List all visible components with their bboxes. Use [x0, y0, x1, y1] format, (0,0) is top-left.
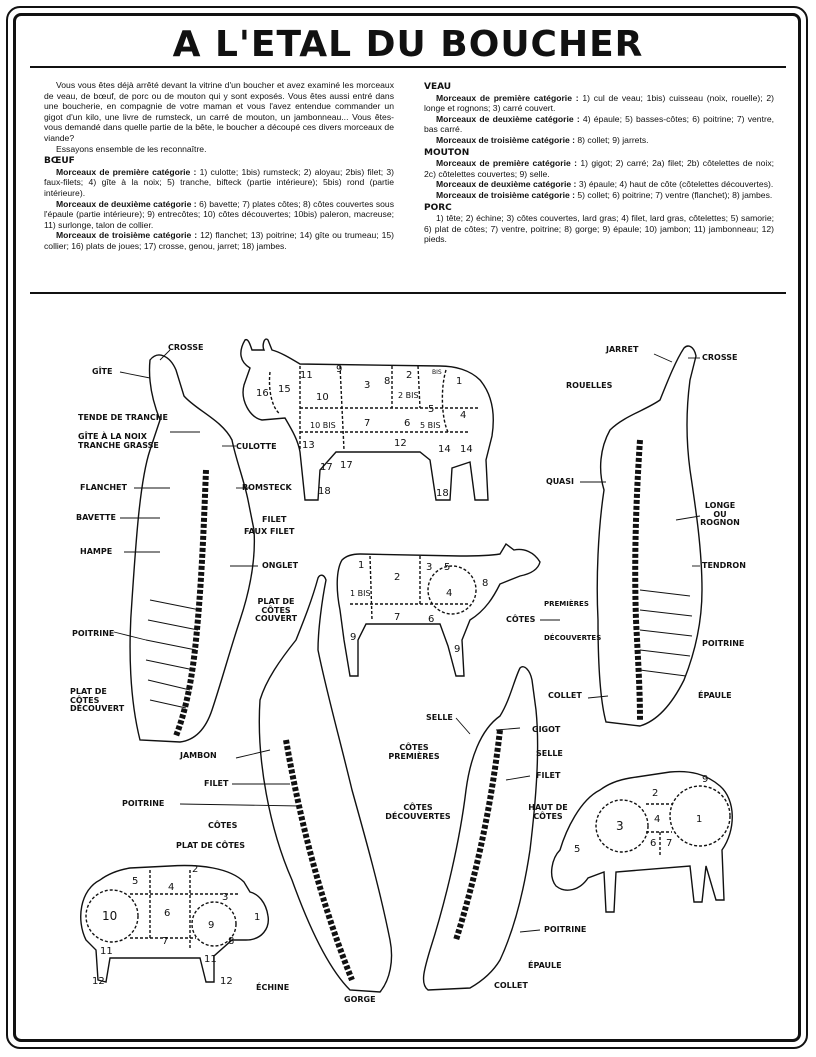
label-echine: ÉCHINE [256, 983, 290, 992]
label-premieres: PREMIÈRES [544, 600, 589, 608]
sheep-number: 2 [652, 788, 659, 799]
porc-text: 1) tête; 2) échine; 3) côtes couvertes, lard gras; 4) filet, lard gras, côtelettes; 5) samorie; 6) plat de côtes; 7) ventre, poitrine; 8) gorge; 9) épaule; 10) jambon; 11) jambonneau; 12) pieds. [424, 213, 774, 245]
label-gite-a-la-noix: GÎTE À LA NOIX [78, 432, 147, 441]
calf-number: 6 [428, 614, 435, 625]
cat-text: 3) épaule; 4) haut de côte (côtelettes découvertes). [578, 179, 774, 190]
cow-cut-line [418, 366, 420, 408]
cat-text: 1) gigot; 2) carré; 2a) filet; 2b) côtelettes de noix; 2c) côtelettes couvertes; 9) selle. [424, 158, 775, 179]
cow-number: 6 [404, 418, 411, 429]
cow-number: 10 [316, 392, 329, 403]
calf-number: 8 [482, 578, 489, 589]
cat-text: 1) culotte; 1bis) rumsteck; 2) aloyau; 2bis) filet; 3) faux-filets; 4) gîte à la noix; 5) tranche, bifteck (partie intérieure); 5bis) rond (partie intérieure). [44, 166, 395, 198]
intro-closing: Essayons ensemble de les reconnaître. [56, 143, 207, 154]
calf-number: 1 BIS [350, 589, 371, 598]
label-filet: FILET [262, 515, 287, 524]
cow-number: 18 [436, 488, 449, 499]
page-title: A L'ETAL DU BOUCHER [172, 24, 644, 65]
leader-line [654, 354, 672, 362]
cow-number: 4 [460, 410, 467, 421]
label-filet: FILET [536, 771, 561, 780]
calf-cut-line [370, 556, 372, 620]
cow-number: 17 [320, 462, 333, 473]
label-gite: GÎTE [92, 367, 113, 376]
sheep-diagram [552, 772, 733, 912]
label-plat-de-cotes-decouvert: PLAT DE CÔTES DÉCOUVERT [70, 687, 125, 713]
label-cotes: CÔTES [506, 615, 536, 624]
label-jambon: JAMBON [180, 751, 217, 760]
sheep-number: 3 [616, 819, 624, 833]
cow-number: 3 [364, 380, 371, 391]
cow-number: 12 [394, 438, 407, 449]
cow-number: 10 BIS [310, 421, 336, 430]
label-haut-de-cotes: HAUT DE CÔTES [528, 803, 568, 821]
cat-label: Morceaux de première catégorie : [436, 158, 577, 169]
pig-number: 11 [204, 954, 217, 965]
calf-diagram [337, 544, 540, 676]
sheep-number: 6 [650, 838, 657, 849]
cat-label: Morceaux de troisième catégorie : [436, 134, 575, 145]
label-quasi: QUASI [546, 477, 574, 486]
pig-number: 8 [228, 936, 235, 947]
label-plat-de-cotes-couvert: PLAT DE CÔTES COUVERT [254, 597, 298, 623]
label-epaule: ÉPAULE [698, 691, 732, 700]
leader-line [180, 804, 300, 806]
label-tende-de-tranche: TENDE DE TRANCHE [78, 413, 168, 422]
cow-number: 18 [318, 486, 331, 497]
label-tranche-grasse: TRANCHE GRASSE [78, 441, 159, 450]
label-filet: FILET [204, 779, 229, 788]
cow-number: 1 [456, 376, 463, 387]
sheep-number: 7 [666, 838, 673, 849]
cat-text: 4) épaule; 5) basses-côtes; 6) poitrine; 7) ventre, bas carré. [424, 113, 775, 135]
beef-spine [176, 470, 206, 736]
label-culotte: CULOTTE [236, 442, 277, 451]
pig-number: 12 [220, 976, 233, 987]
leader-line [496, 728, 520, 730]
cow-number: 7 [364, 418, 371, 429]
leader-line [236, 750, 270, 758]
label-poitrine: POITRINE [702, 639, 745, 648]
cat-text: 6) bavette; 7) plates côtes; 8) côtes couvertes sous l'épaule (partie intérieure); 9) entrecôtes; 10) côtes découvertes; 10bis) paleron, macreuse; 11) surlonge, talon de collier. [44, 198, 394, 230]
cow-number: 2 BIS [398, 391, 419, 400]
label-cotes-decouvertes: CÔTES DÉCOUVERTES [385, 803, 451, 821]
pig-number: 10 [102, 909, 118, 923]
leader-line [456, 718, 470, 734]
calf-number: 5 [444, 562, 451, 573]
label-gigot: GIGOT [532, 725, 561, 734]
sheep-number: 1 [696, 814, 703, 825]
leader-line [506, 776, 530, 780]
cat-label: Morceaux de troisième catégorie : [56, 230, 198, 241]
lamb-spine [456, 730, 500, 940]
pig-number: 2 [192, 864, 199, 875]
cat-text: 8) collet; 9) jarrets. [577, 134, 649, 145]
cat-text: 12) flanchet; 13) poitrine; 14) gîte ou trumeau; 15) collier; 16) plats de joues; 17) crosse, genou, jarret; 18) jambes. [44, 230, 395, 251]
pig-number: 6 [164, 908, 171, 919]
label-selle: SELLE [426, 713, 453, 722]
cat-label: Morceaux de troisième catégorie : [436, 189, 575, 200]
leader-line [120, 372, 150, 378]
cow-number: 9 [336, 364, 343, 375]
section-heading-veau: VEAU [424, 82, 452, 92]
cow-number: 11 [300, 370, 313, 381]
veal-side-carcass [597, 346, 702, 726]
cow-number: 2 [406, 370, 413, 381]
label-epaule: ÉPAULE [528, 961, 562, 970]
label-bavette: BAVETTE [76, 513, 116, 522]
calf-number: 1 [358, 560, 365, 571]
veal-ribs [640, 590, 692, 676]
cat-label: Morceaux de deuxième catégorie : [436, 113, 580, 124]
veal-spine [635, 440, 640, 720]
cat-label: Morceaux de première catégorie : [56, 166, 197, 177]
label-poitrine: POITRINE [72, 629, 115, 638]
label-crosse: CROSSE [168, 343, 204, 352]
label-jarret: JARRET [606, 345, 639, 354]
label-selle-2: SELLE [536, 749, 563, 758]
label-plat-de-cotes: PLAT DE CÔTES [176, 841, 246, 850]
cow-number: 13 [302, 440, 315, 451]
pig-outline [81, 866, 269, 982]
sheep-number: 9 [702, 774, 709, 785]
calf-number: 9 [454, 644, 461, 655]
intro-paragraph: Vous vous êtes déjà arrêté devant la vitrine d'un boucher et avez examiné les morceaux de veau, de bœuf, de porc ou de mouton qui y sont exposés. Vous êtes aussi entré dans une boucherie, en compagnie de votre maman et vous l'avez entendue commander un gigot d'un kilo, une livre de rumsteck, un carré de mouton, un jambonneau... Vous êtes-vous demandé dans quelle partie de la bête, le boucher a découpé ces divers morceaux de viande? [44, 80, 394, 143]
label-collet: COLLET [494, 981, 528, 990]
label-onglet: ONGLET [262, 561, 299, 570]
label-longe-ou-rognon: LONGE OU ROGNON [700, 501, 740, 527]
section-heading-mouton: MOUTON [424, 147, 470, 158]
cow-number: BIS [432, 369, 442, 376]
pig-diagram [81, 866, 269, 982]
cat-label: Morceaux de deuxième catégorie : [436, 179, 577, 190]
veal-side-outline [597, 346, 702, 726]
cow-number: 15 [278, 384, 291, 395]
label-cotes: CÔTES [208, 821, 238, 830]
pig-number: 3 [222, 892, 229, 903]
pig-number: 5 [132, 876, 139, 887]
label-cotes-premieres: CÔTES PREMIÈRES [388, 743, 440, 761]
diagram-numbers [92, 364, 708, 987]
cat-label: Morceaux de deuxième catégorie : [56, 198, 197, 209]
cow-cut-line [442, 370, 448, 432]
pig-number: 9 [208, 920, 215, 931]
cow-number: 14 [438, 444, 451, 455]
beef-ribs [146, 600, 200, 708]
cow-number: 5 [428, 404, 435, 415]
label-decouvertes: DÉCOUVERTES [544, 634, 602, 642]
cow-number: 5 BIS [420, 421, 441, 430]
label-poitrine: POITRINE [544, 925, 587, 934]
sheep-number: 4 [654, 814, 661, 825]
calf-number: 2 [394, 572, 401, 583]
calf-number: 9 [350, 632, 357, 643]
calf-number: 4 [446, 588, 453, 599]
pig-number: 7 [162, 936, 169, 947]
calf-number: 3 [426, 562, 433, 573]
label-rouelles: ROUELLES [566, 381, 613, 390]
label-crosse: CROSSE [702, 353, 738, 362]
label-gorge: GORGE [344, 995, 376, 1004]
cow-number: 16 [256, 388, 269, 399]
leader-line [588, 696, 608, 698]
label-poitrine: POITRINE [122, 799, 165, 808]
label-romsteck: ROMSTECK [242, 483, 292, 492]
label-faux-filet: FAUX FILET [244, 527, 295, 536]
calf-number: 7 [394, 612, 401, 623]
leader-line [520, 930, 540, 932]
label-hampe: HAMPE [80, 547, 113, 556]
label-collet: COLLET [548, 691, 582, 700]
section-heading-boeuf: BŒUF [44, 156, 75, 167]
pig-number: 4 [168, 882, 175, 893]
label-flanchet: FLANCHET [80, 483, 127, 492]
cat-text: 5) collet; 6) poitrine; 7) ventre (flanchet); 8) jambes. [577, 189, 773, 200]
cow-number: 14 [460, 444, 473, 455]
pig-number: 1 [254, 912, 261, 923]
sheep-number: 5 [574, 844, 581, 855]
cat-label: Morceaux de première catégorie : [436, 92, 579, 103]
label-tendron: TENDRON [702, 561, 746, 570]
pig-number: 12 [92, 976, 105, 987]
cow-number: 8 [384, 376, 391, 387]
pig-number: 11 [100, 946, 113, 957]
cat-text: 1) cul de veau; 1bis) cuisseau (noix, rouelle); 2) longe et rognons; 3) carré couvert. [424, 92, 775, 114]
section-heading-porc: PORC [424, 202, 452, 213]
cow-number: 17 [340, 460, 353, 471]
